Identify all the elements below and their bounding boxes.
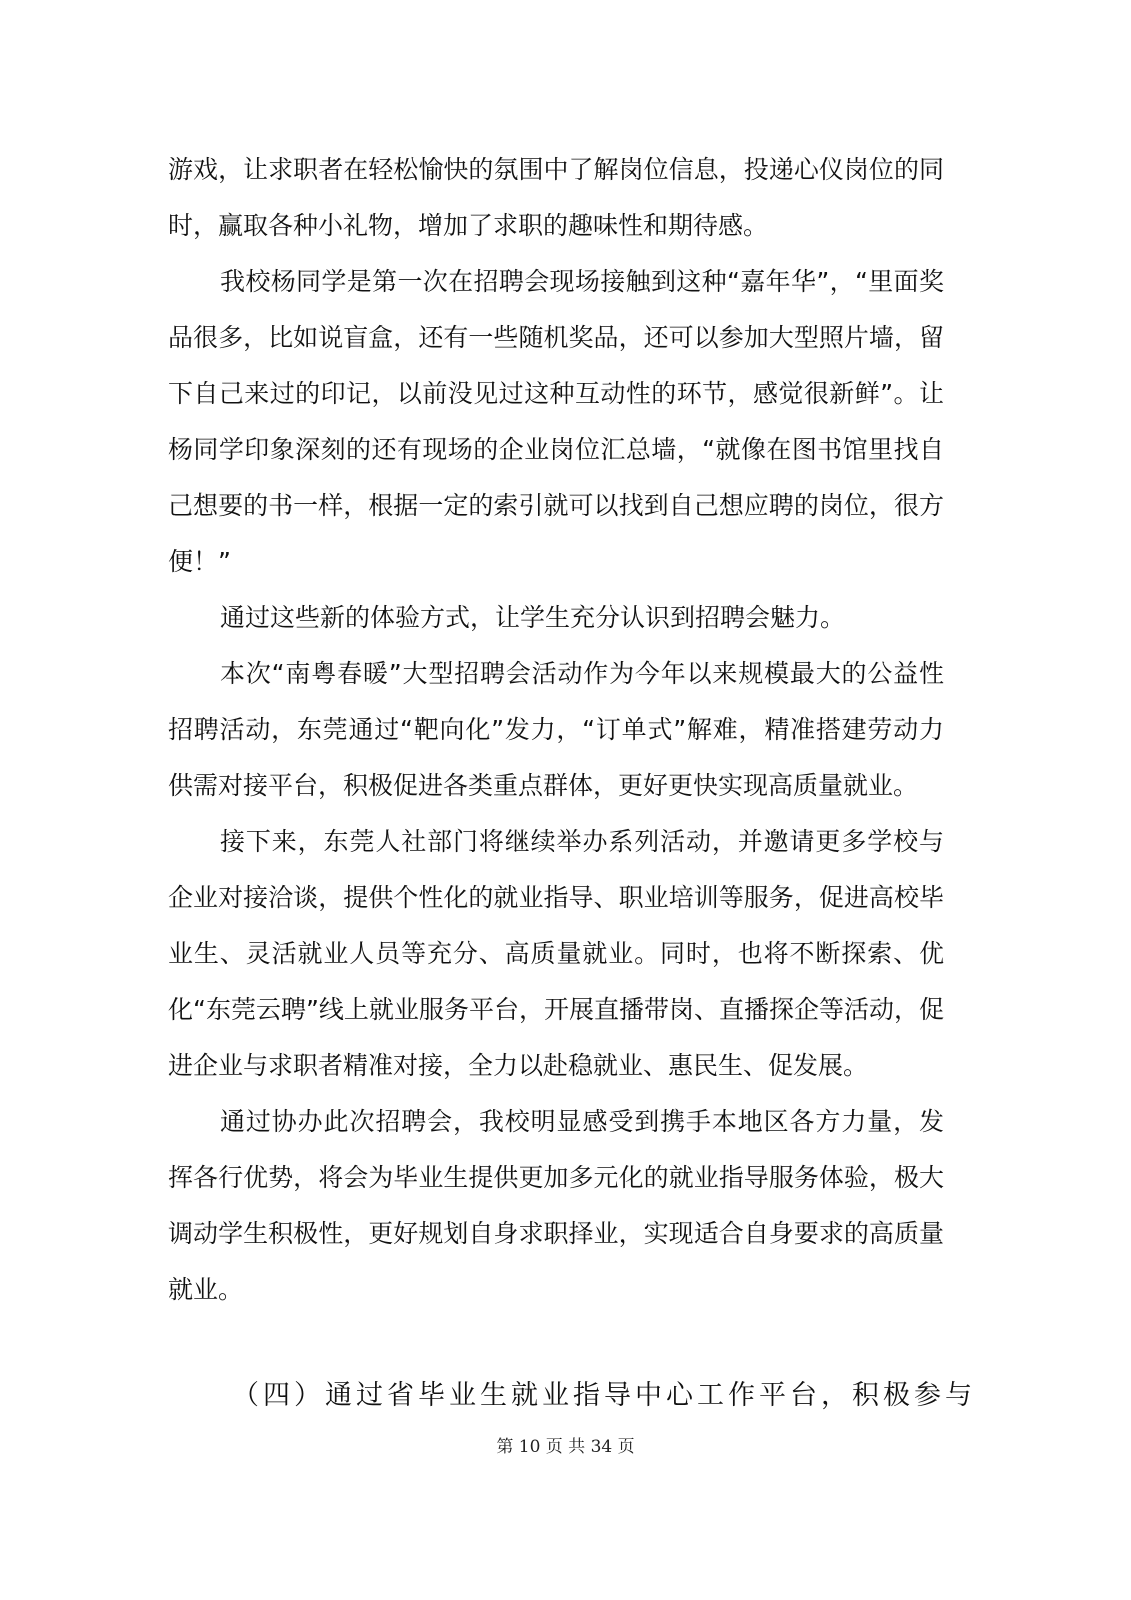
paragraph-next-steps: 接下来，东莞人社部门将继续举办系列活动，并邀请更多学校与企业对接洽谈，提供个性化的就业指导、职业培训等服务，促进高校毕业生、灵活就业人员等充分、高质量就业。同时，也将不断探索、优化“东莞云聘”线上就业服务平台，开展直播带岗、直播探企等活动，促进企业与求职者精准对接，全力以赴稳就业、惠民生、促发展。	[168, 827, 944, 1080]
paragraph-job-fair: 本次“南粤春暖”大型招聘会活动作为今年以来规模最大的公益性招聘活动，东莞通过“靶向化”发力，“订单式”解难，精准搭建劳动力供需对接平台，积极促进各类重点群体，更好更快实现高质量就业。	[168, 659, 944, 800]
body-text	[168, 142, 944, 1318]
paragraph-experience: 通过这些新的体验方式，让学生充分认识到招聘会魅力。	[220, 603, 846, 632]
paragraph-conclusion: 通过协办此次招聘会，我校明显感受到携手本地区各方力量，发挥各行优势，将会为毕业生提供更加多元化的就业指导服务体验，极大调动学生积极性，更好规划自身求职择业，实现适合自身要求的高质量就业。	[168, 1107, 944, 1304]
page-footer: 第 10 页 共 34 页	[496, 1437, 635, 1457]
section-heading: （四）通过省毕业生就业指导中心工作平台，积极参与	[232, 1380, 976, 1411]
paragraph-continuation: 游戏，让求职者在轻松愉快的氛围中了解岗位信息，投递心仪岗位的同时，赢取各种小礼物，增加了求职的趣味性和期待感。	[168, 155, 944, 240]
paragraph-student-quote: 我校杨同学是第一次在招聘会现场接触到这种“嘉年华”，“里面奖品很多，比如说盲盒，还有一些随机奖品，还可以参加大型照片墙，留下自己来过的印记，以前没见过这种互动性的环节，感觉很新鲜”。让杨同学印象深刻的还有现场的企业岗位汇总墙，“就像在图书馆里找自己想要的书一样，根据一定的索引就可以找到自己想应聘的岗位，很方便！”	[168, 267, 944, 576]
